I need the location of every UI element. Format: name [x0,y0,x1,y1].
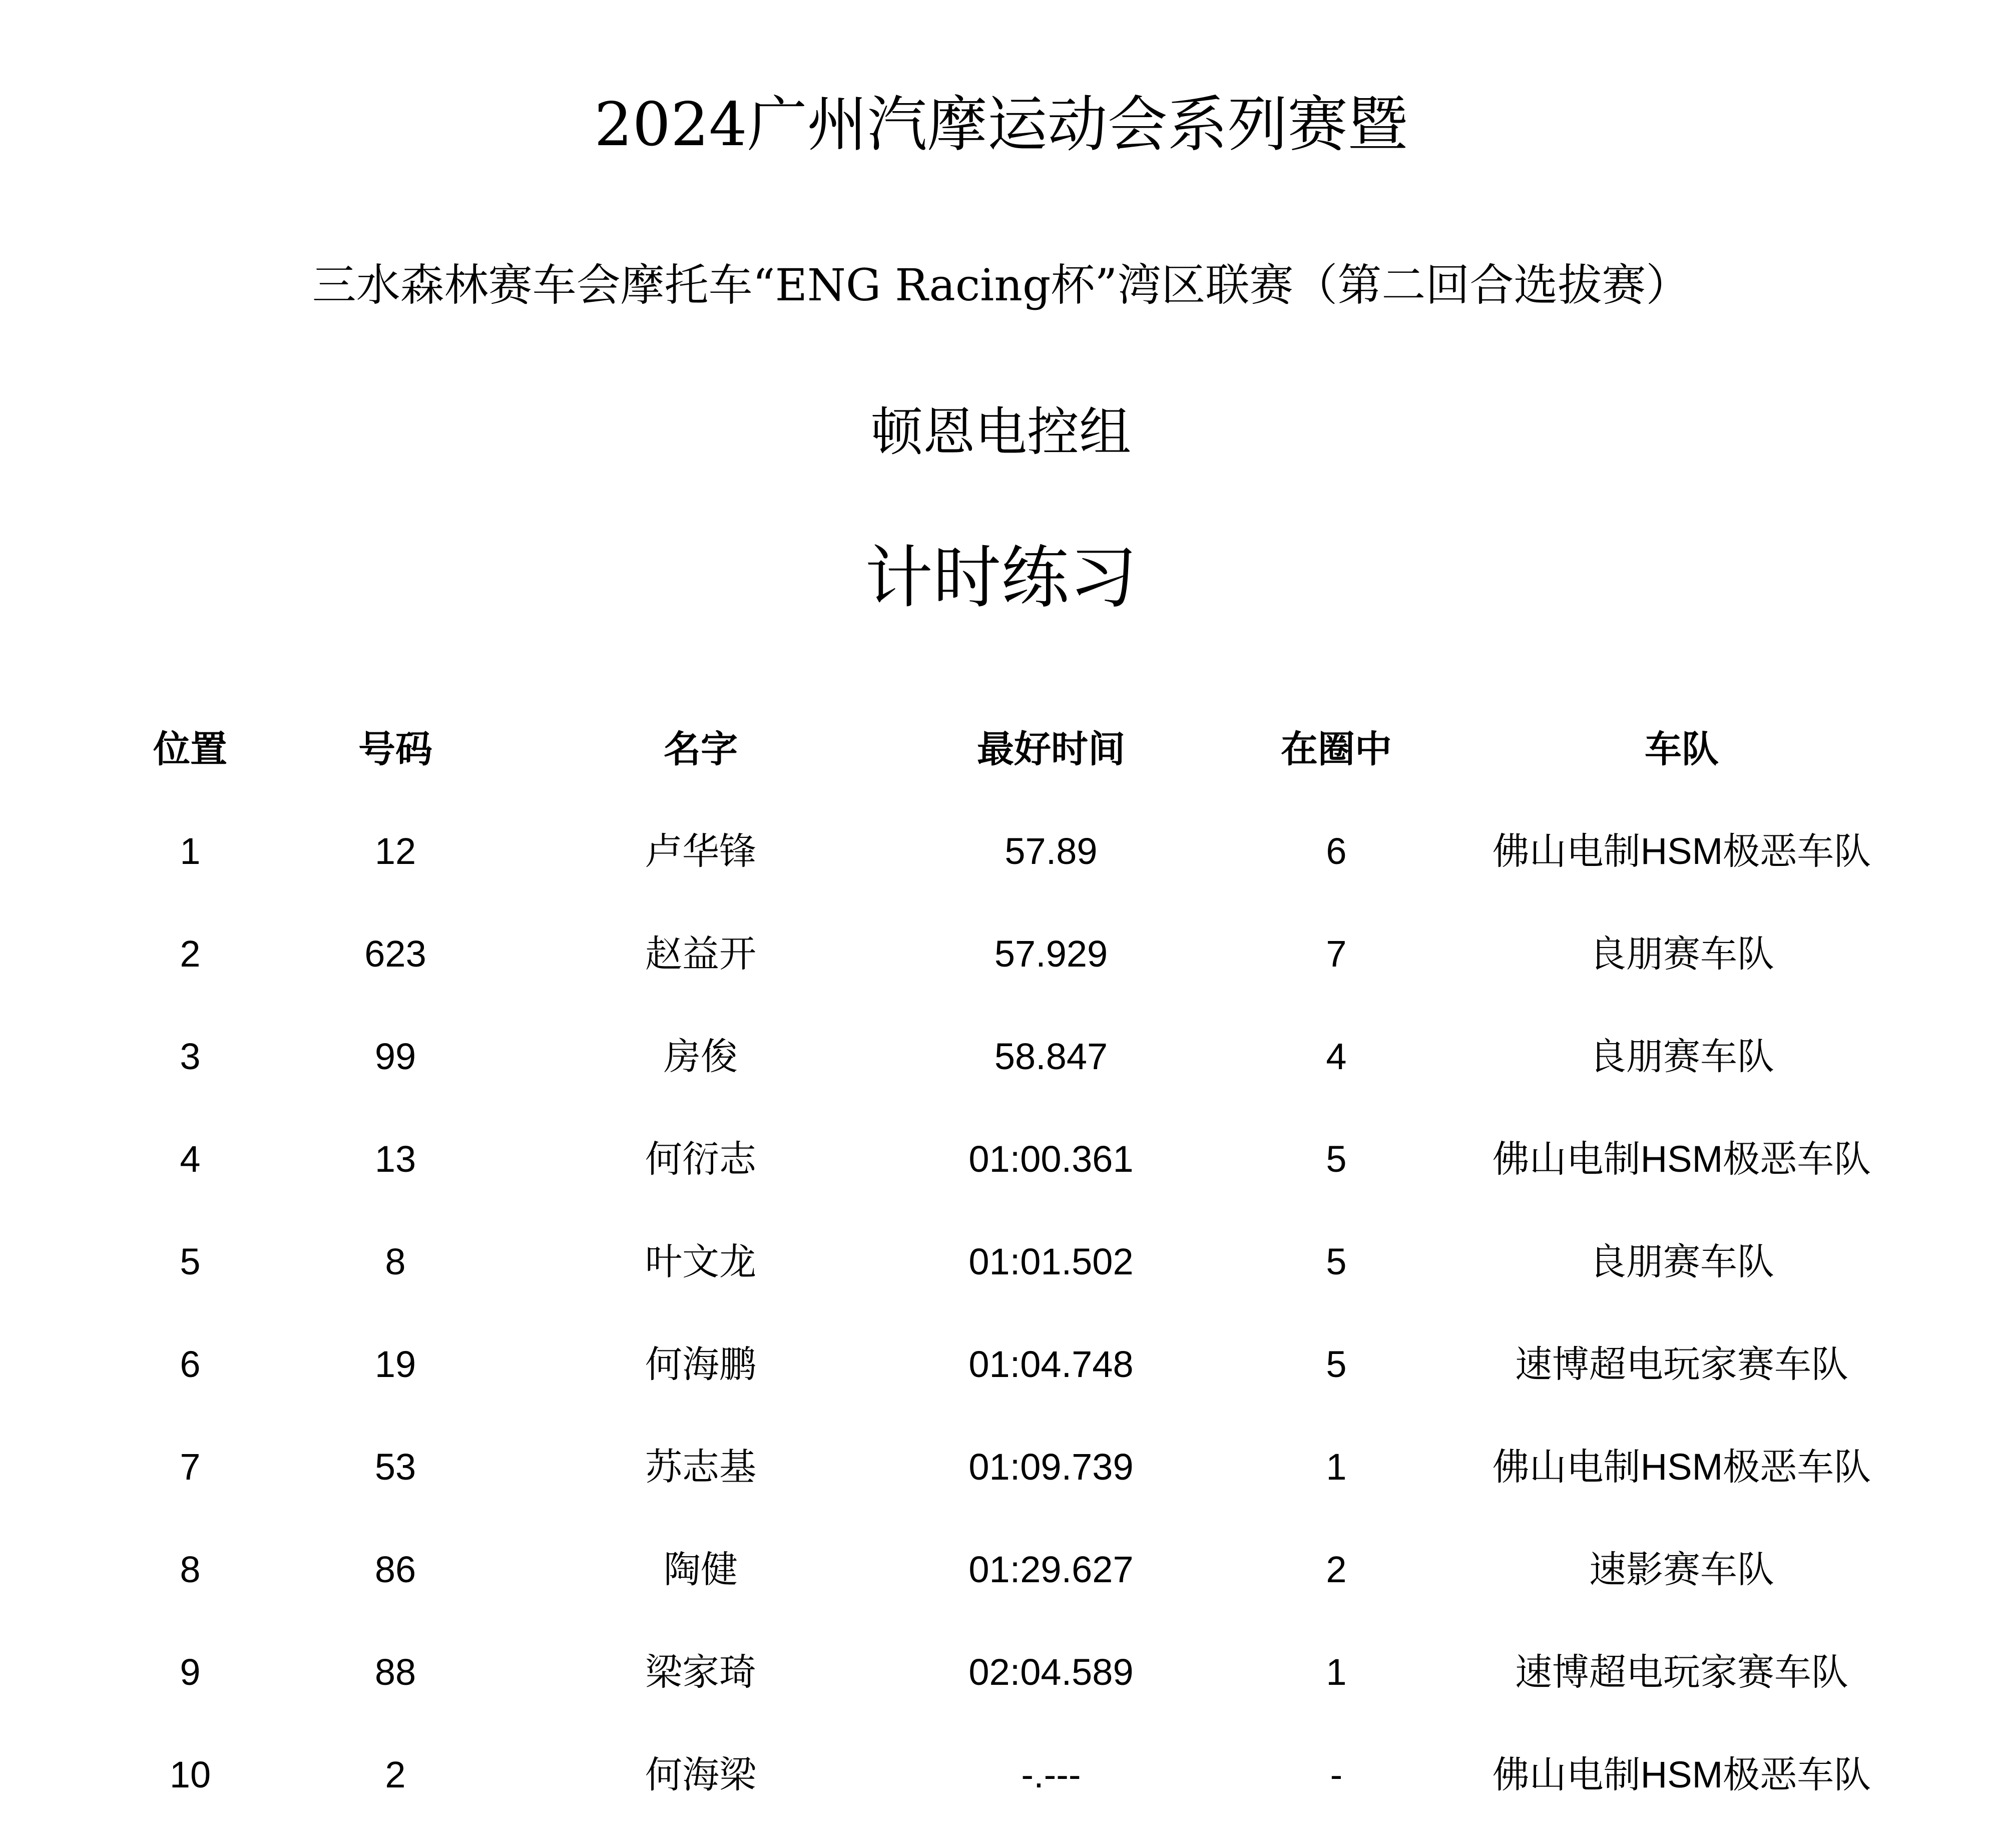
row-name: 苏志基 [645,1446,756,1488]
row-best-time: 01:09.739 [968,1446,1134,1488]
row-best-time: 01:04.748 [968,1343,1134,1385]
row-best-time: 58.847 [994,1036,1108,1077]
row-team: 佛山电制HSM极恶车队 [1492,1754,1871,1795]
row-number: 53 [374,1446,416,1488]
row-number: 623 [364,933,426,975]
row-number: 86 [374,1549,416,1590]
row-best-time: 57.929 [994,933,1108,975]
row-team: 良朋赛车队 [1589,933,1774,975]
row-in-lap: 2 [1326,1549,1347,1590]
row-number: 12 [374,830,416,872]
row-number: 19 [374,1343,416,1385]
document-subtitle: 三水森林赛车会摩托车“ENG Racing杯”湾区联赛（第二回合选拔赛） [312,259,1690,311]
table-row [0,1232,2002,1292]
table-row [0,1642,2002,1702]
row-position: 10 [169,1754,211,1795]
header-number: 号码 [358,728,432,771]
row-position: 7 [180,1446,201,1488]
row-in-lap: 7 [1326,933,1347,975]
row-team: 速博超电玩家赛车队 [1515,1651,1848,1693]
group-name: 顿恩电控组 [870,401,1131,463]
session-name: 计时练习 [865,539,1137,618]
row-position: 3 [180,1036,201,1077]
row-number: 88 [374,1651,416,1693]
row-team: 良朋赛车队 [1589,1036,1774,1077]
row-position: 5 [180,1241,201,1282]
row-in-lap: 5 [1326,1138,1347,1180]
row-name: 房俊 [664,1036,738,1077]
row-in-lap: 1 [1326,1446,1347,1488]
results-header-row [0,719,2002,779]
row-best-time: 02:04.589 [968,1651,1134,1693]
row-in-lap: - [1330,1754,1343,1795]
row-position: 2 [180,933,201,975]
row-best-time: 01:29.627 [968,1549,1134,1590]
row-in-lap: 4 [1326,1036,1347,1077]
row-name: 叶文龙 [645,1241,756,1282]
header-team: 车队 [1645,728,1719,771]
row-team: 佛山电制HSM极恶车队 [1492,830,1871,872]
row-team: 佛山电制HSM极恶车队 [1492,1138,1871,1180]
table-row [0,1129,2002,1189]
table-row [0,1540,2002,1600]
header-best-time: 最好时间 [977,728,1125,771]
row-number: 2 [385,1754,406,1795]
row-position: 8 [180,1549,201,1590]
row-in-lap: 1 [1326,1651,1347,1693]
row-position: 1 [180,830,201,872]
header-name: 名字 [664,728,738,771]
row-in-lap: 5 [1326,1241,1347,1282]
table-row [0,1334,2002,1395]
row-position: 6 [180,1343,201,1385]
row-name: 何衍志 [645,1138,756,1180]
row-name: 何海梁 [645,1754,756,1795]
table-row [0,821,2002,881]
row-position: 9 [180,1651,201,1693]
row-best-time: 01:01.502 [968,1241,1134,1282]
row-team: 速博超电玩家赛车队 [1515,1343,1848,1385]
row-team: 速影赛车队 [1589,1549,1774,1590]
row-team: 良朋赛车队 [1589,1241,1774,1282]
row-name: 卢华锋 [645,830,756,872]
table-row [0,924,2002,984]
row-name: 梁家琦 [645,1651,756,1693]
row-position: 4 [180,1138,201,1180]
header-position: 位置 [153,728,227,771]
row-name: 赵益开 [645,933,756,975]
row-in-lap: 5 [1326,1343,1347,1385]
row-name: 何海鹏 [645,1343,756,1385]
header-in-lap: 在圈中 [1281,728,1392,771]
document-title: 2024广州汽摩运动会系列赛暨 [594,90,1408,160]
row-best-time: -.--- [1021,1754,1081,1795]
row-team: 佛山电制HSM极恶车队 [1492,1446,1871,1488]
table-row [0,1745,2002,1805]
row-number: 99 [374,1036,416,1077]
row-number: 8 [385,1241,406,1282]
row-best-time: 01:00.361 [968,1138,1134,1180]
row-best-time: 57.89 [1005,830,1098,872]
row-name: 陶健 [664,1549,738,1590]
table-row [0,1027,2002,1087]
row-number: 13 [374,1138,416,1180]
table-row [0,1437,2002,1497]
row-in-lap: 6 [1326,830,1347,872]
